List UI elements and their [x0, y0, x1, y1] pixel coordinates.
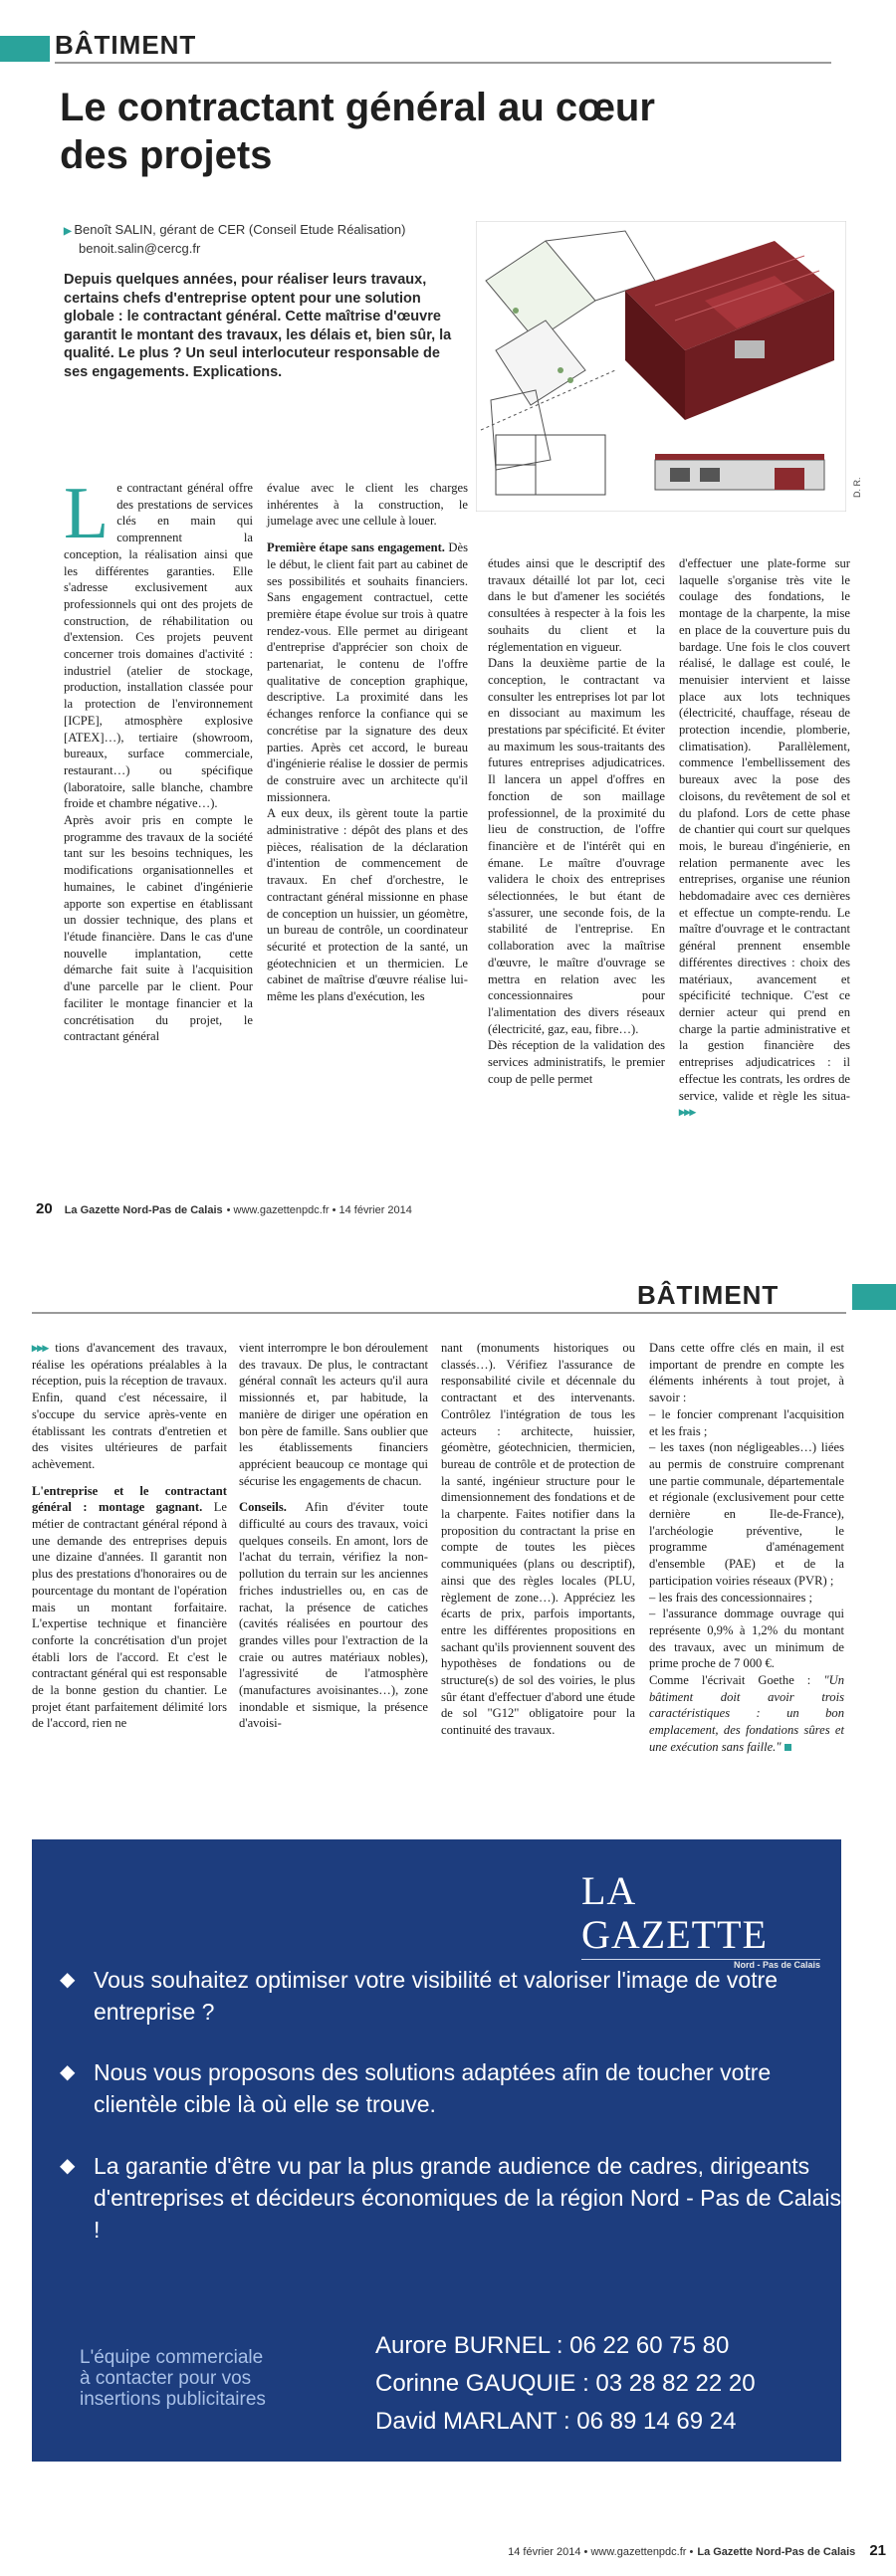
p2-col1-paragraph-1: tions d'avancement des travaux, réalise les opérations préalables à la réception, puis la réception de travaux. Enfin, quand c'est nécessaire, il s'occupe du service après-vente en établissant les contrats d'entretien et des visites ultérieures de parfait achèvement. — [32, 1341, 227, 1471]
ad-bullet-3 — [60, 2150, 850, 2246]
column-1 — [64, 473, 253, 1045]
gazette-logo — [581, 1869, 820, 1970]
continue-arrow-icon: ▸▸▸ — [679, 1105, 695, 1120]
col1-paragraph-1: e contractant général offre des prestations de services clés en main qui comprennent la conception, la réalisation ainsi que les différentes garanties. Elle s'adresse exclusivement aux professionnels qui ont des projets de construction, de réhabilitation ou d'extension. Ces projets peuvent concerner trois domaines d'activité : industriel (atelier de stockage, production, installation classée pour la protection de l'environnement [ICPE], atmosphère explosive [ATEX]…), tertiaire (showroom, bureaux, surface commerciale, restaurant…) ou spécifique (laboratoire, salle blanche, chambre froide et chambre négative…). — [64, 481, 253, 811]
p2-col3-paragraph-1: nant (monuments historiques ou classés…). Vérifiez l'assurance de responsabilité civile et décennale du contractant et des intervenants. Contrôlez l'intégration de tous les acteurs : architecte, huissier, géomètre, géotechnicien, thermicien, bureau de contrôle et de protection de la santé, ingénieur structure pour le dimensionnement des fondations et de la charpente. Faites notifier dans la proposition du contractant la prise en compte de toutes les pièces communiquées (plans ou descriptif), ainsi que des règles locales (PLU, règlement de zone…). Appréciez les écarts de prix, parfois importants, entre les différentes propositions en sachant qu'ils proviennent souvent des hypothèses de fondations ou de structure(s) de sol des voiries, le plus sûr étant d'effectuer d'abord une étude de sol "G12" obligatoire pour la continuité des travaux. — [441, 1341, 635, 1738]
ad-bullet-2 — [60, 2056, 850, 2120]
column-2 — [267, 480, 468, 1005]
p2-col4-list-4: – l'assurance dommage ouvrage qui représente 0,9% à 1,2% du montant des travaux, avec un minimum de prime proche de 7 000 €. — [649, 1607, 844, 1671]
page2-footer-date-url: 14 février 2014 • www.gazettenpdc.fr • — [508, 2546, 694, 2558]
article-title — [60, 84, 846, 179]
col3-paragraph-3: Dès réception de la validation des services administratifs, le premier coup de pelle permet — [488, 1038, 665, 1086]
page1-footer — [36, 1200, 862, 1218]
p2-col4-list-1: – le foncier comprenant l'acquisition et les frais ; — [649, 1406, 844, 1438]
contact-aurore-burnel[interactable]: Aurore BURNEL : 06 22 60 75 80 — [375, 2332, 730, 2359]
p2-col4-goethe-quote: "Un bâtiment doit avoir trois caractéristiques : un bon emplacement, des fondations sûres et une exécution sans faille." — [649, 1673, 844, 1754]
col2-paragraph-2: Dès le début, le client fait part au cabinet de ses possibilités et souhaits financiers. Sans engagement contractuel, cette première étape évolue sur trois à quatre rendez-vous. Elle permet au dirigeant d'entreprise d'apprécier son choix de partenariat, le contenu de l'offre qualitative de conception graphique, descriptive. La proximité dans les échanges renforce la confiance qui se concrétise par la signature des deux parties. Après cet accord, le bureau d'ingénierie réalise le dossier de permis de construire avec un architecte qu'il missionnera. — [267, 540, 468, 804]
column-3 — [488, 555, 665, 1088]
col2-paragraph-3: A eux deux, ils gèrent toute la partie administrative : dépôt des plans et des pièces, réalisation de la déclaration d'intention de commencement de travaux. En chef d'orchestre, le contractant général missionne en phase de conception un huissier, un géomètre, un bureau de contrôle, un coordinateur sécurité et protection de la santé, un géotechnicien et un thermicien. Le cabinet de maîtrise d'œuvre réalise lui-même les plans d'exécution, les — [267, 806, 468, 1004]
col2-paragraph-1: évalue avec le client les charges inhérentes à la construction, le jumelage avec une cellule à louer. — [267, 481, 468, 529]
page-number-21: 21 — [869, 2542, 886, 2559]
page2-section-accent-bar — [852, 1284, 896, 1310]
building-drawing — [476, 221, 846, 512]
section-accent-bar — [0, 36, 50, 62]
ad-team-line3: insertions publicitaires — [80, 2389, 266, 2410]
article-title-line1: Le contractant général au cœur — [60, 86, 655, 129]
p2-column-3 — [441, 1340, 635, 1739]
col2-subheading: Première étape sans engagement. — [267, 540, 445, 555]
gazette-logo-subtitle: Nord - Pas de Calais — [733, 1960, 820, 1970]
section-label — [55, 30, 196, 61]
col3-paragraph-1: études ainsi que le descriptif des travaux détaillé lot par lot, ceci dans le but d'amener les sociétés consultées à respecter à la fois les souhaits du client et la réglementation en vigueur. — [488, 556, 665, 654]
ad-bullet-1 — [60, 1964, 850, 2028]
p2-col4-list-2: – les taxes (non négligeables…) liées au permis de construire comprenant une partie communale, départementale et régionale (exclusivement pour cette dernière en Ile-de-France), l'archéologie préventive, le programme d'aménagement d'ensemble (PAE) et de la participation voiries réseaux (PVR) ; — [649, 1440, 844, 1588]
photo-credit: D. R. — [852, 477, 862, 498]
p2-col2-subheading: Conseils. — [239, 1500, 287, 1515]
section-rule — [55, 62, 831, 64]
contact-david-marlant[interactable]: David MARLANT : 06 89 14 69 24 — [375, 2408, 737, 2435]
p2-col4-paragraph-1: Dans cette offre clés en main, il est important de prendre en compte les éléments inhérents à tout projet, à savoir : — [649, 1341, 844, 1405]
section-title: BÂTIMENT — [55, 30, 197, 60]
author-email[interactable]: benoit.salin@cercg.fr — [79, 241, 201, 256]
p2-col1-subheading: L'entreprise et le contractant général : montage gagnant. — [32, 1483, 227, 1515]
col3-paragraph-2: Dans la deuxième partie de la conception, le contractant va consulter les entreprises lot par lot en dissociant au maximum les prestations par spécificité. Et éviter au maximum les sous-traitants des futures entreprises adjudicatrices. Il lancera un appel d'offres en fonction de son maillage professionnel, de la proximité du lieu de construction, de l'offre financière et de l'intérêt qui en émane. Le maître d'ouvrage validera le choix des entreprises sélectionnées, le but étant de s'assurer, une seconde fois, de la stabilité de l'entreprise. En collaboration avec la maîtrise d'œuvre, le maître d'ouvrage se mettra en relation avec les concessionnaires pour l'alimentation des divers réseaux (électricité, gaz, eau, fibre…). — [488, 656, 665, 1036]
article-title-line2: des projets — [60, 133, 273, 177]
author-name: Benoît SALIN, gérant de CER (Conseil Etude Réalisation) — [74, 222, 406, 237]
p2-column-4 — [649, 1340, 844, 1756]
building-illustration — [476, 221, 846, 512]
p2-column-2 — [239, 1340, 428, 1732]
col1-paragraph-2: Après avoir pris en compte le programme des travaux de la société tant sur les besoins techniques, les modifications organisationnelles et humaines, le cabinet d'ingénierie apporte son expertise en établissant un dossier technique, des plans et l'étude financière. Dans le cas d'une nouvelle implantation, cette démarche fait suite à l'acquisition d'une parcelle par le client. Pour faciliter le montage financier et la concrétisation du projet, le contractant général — [64, 813, 253, 1044]
author-block — [64, 221, 482, 257]
page2-section-label — [637, 1280, 779, 1311]
p2-col2-paragraph-1: vient interrompre le bon déroulement des travaux. De plus, le contractant général connaît les acteurs qu'il aura missionnés et, par habitude, la manière de diriger une opération en bon père de famille. Sans oublier que les établissements financiers apprécient beaucoup ce montage qui sécurise les engagements de chacun. — [239, 1341, 428, 1488]
ad-bullet-2-text: Nous vous proposons des solutions adaptées afin de toucher votre clientèle cible là où elle se trouve. — [94, 2059, 772, 2117]
ad-team-line2: à contacter pour vos — [80, 2368, 252, 2389]
page2-section-title: BÂTIMENT — [637, 1280, 780, 1310]
p2-col4-goethe-intro: Comme l'écrivait Goethe : — [649, 1673, 824, 1688]
diamond-bullet-icon: ◆ — [60, 2155, 76, 2177]
ad-team-text — [80, 2347, 266, 2410]
end-mark-icon — [784, 1744, 791, 1751]
page2-section-rule — [32, 1312, 846, 1314]
ad-bullet-3-text: La garantie d'être vu par la plus grande audience de cadres, dirigeants d'entreprises et décideurs économiques de la région Nord - Pas de Calais ! — [94, 2153, 842, 2243]
article-lead: Depuis quelques années, pour réaliser leurs travaux, certains chefs d'entreprise optent pour une solution globale : le contractant général. Cette maîtrise d'œuvre garantit le montant des travaux, les délais et, bien sûr, la qualité. Le plus ? Un seul interlocuteur responsable de ses engagements. Explications. — [64, 272, 452, 380]
p2-col1-paragraph-2: Le métier de contractant général répond à une demande des entreprises depuis une dizaine d'années. Il garantit non plus des prestations d'honoraires ou de pourcentage du montant de l'opération mais un montant forfaitaire. L'expertise technique et financière conforte la concrétisation d'un projet établi lors de l'accord. Et c'est le contractant général qui est responsable de la bonne gestion du chantier. Le projet étant parfaitement délimité lors de l'accord, rien ne — [32, 1500, 228, 1731]
page2-footer — [468, 2542, 886, 2560]
drop-cap: L — [64, 473, 110, 554]
col4-paragraph-1: d'effectuer une plate-forme sur laquelle s'organise très vite le coulage des fondations, le montage de la charpente, la mise en place de la couverture puis du bardage. Une fois le clos couvert réalisé, le dallage est coulé, le menuisier intervient et laisse place aux lots techniques (électricité, chauffage, réseau de protection incendie, plomberie, climatisation). Parallèlement, commence l'embellissement des bureaux avec la pose des cloisons, du revêtement de sol et du plafond. Lors de cette phase de chantier qui court sur quelques mois, le bureau d'ingénierie, en relation permanente avec les entreprises, organise une réunion hebdomadaire avec ces dernières et effectue un compte-rendu. Le maître d'ouvrage et le contractant général prennent ensemble différentes directives : choix des matériaux, avancement et spécificité technique. C'est ce dernier acteur qui prend en charge la partie administrative et la gestion financière des entreprises adjudicatrices : il effectue les contrats, les ordres de service, valide et règle les situa- — [679, 556, 850, 1103]
footer-publication: La Gazette Nord-Pas de Calais — [64, 1204, 223, 1216]
diamond-bullet-icon: ◆ — [60, 2061, 76, 2083]
gazette-advertisement — [32, 1839, 841, 2462]
ad-team-line1: L'équipe commerciale — [80, 2347, 264, 2368]
elevation-view — [655, 454, 824, 490]
author-arrow-icon: ▶ — [64, 226, 71, 237]
p2-col4-list-3: – les frais des concessionnaires ; — [649, 1590, 813, 1605]
diamond-bullet-icon: ◆ — [60, 1969, 76, 1991]
p2-column-1 — [32, 1340, 227, 1732]
continued-arrow-icon: ▸▸▸ — [32, 1341, 48, 1355]
ad-contacts — [375, 2327, 756, 2441]
page-number-20: 20 — [36, 1200, 53, 1217]
page2-footer-publication: La Gazette Nord-Pas de Calais — [697, 2546, 856, 2558]
gazette-logo-text: LA GAZETTE — [581, 1868, 768, 1957]
column-4 — [679, 555, 850, 1121]
ad-bullet-1-text: Vous souhaitez optimiser votre visibilité et valoriser l'image de votre entreprise ? — [94, 1967, 779, 2025]
contact-corinne-gauquie[interactable]: Corinne GAUQUIE : 03 28 82 22 20 — [375, 2370, 756, 2397]
p2-col2-paragraph-2: Afin d'éviter toute difficulté au cours des travaux, voici quelques conseils. En amont, lors de l'achat du terrain, vérifiez la non-pollution du terrain sur les anciennes friches industrielles ou, en cas de rachat, la présence de catiches (cavités réalisées en pourtour des grandes villes pour l'extraction de la craie ou autres matériaux nobles), l'agressivité de l'atmosphère (manufactures avoisinantes…), zone inondable et sismique, la présence d'avoisi- — [239, 1500, 428, 1731]
footer-url-date: • www.gazettenpdc.fr • 14 février 2014 — [226, 1204, 412, 1216]
